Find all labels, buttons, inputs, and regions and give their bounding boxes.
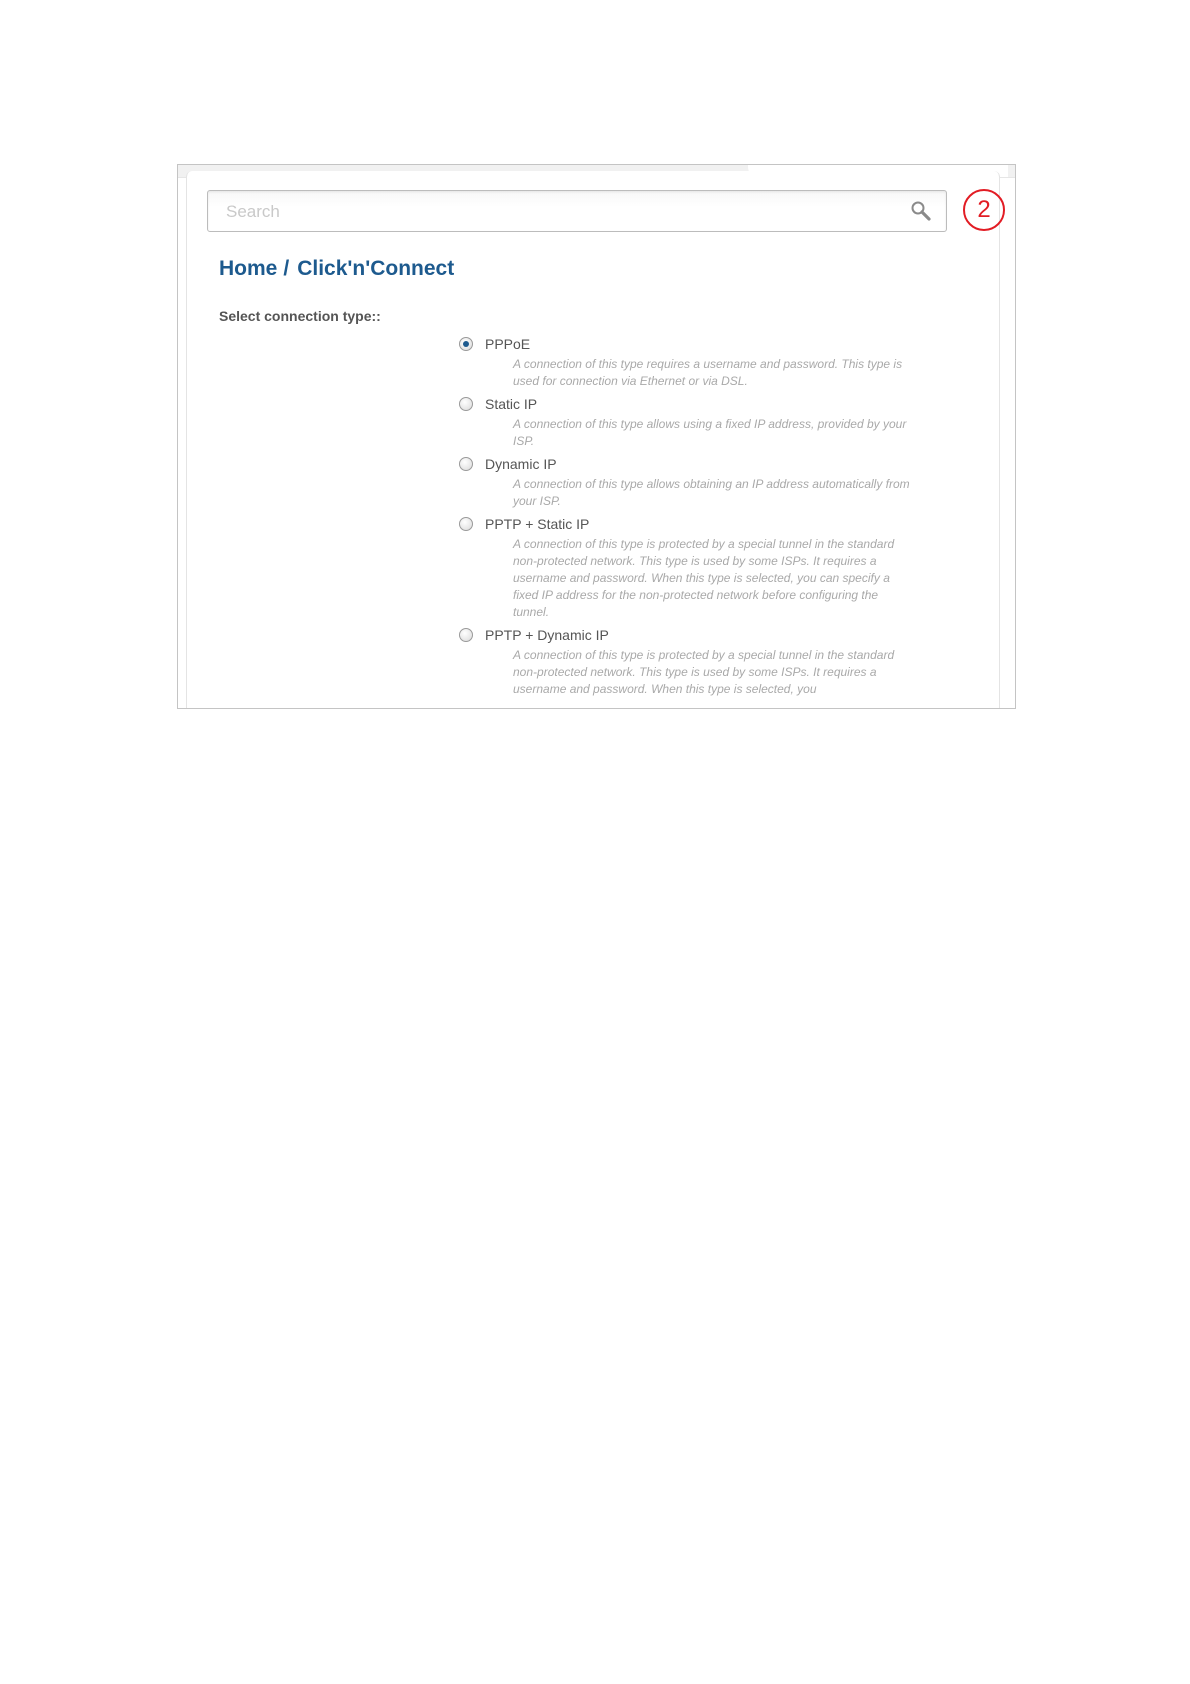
radio-dynamic-ip[interactable]	[459, 457, 473, 471]
option-pptp-static-ip-row[interactable]	[459, 513, 919, 535]
option-pptp-static-ip	[459, 513, 919, 624]
option-dynamic-ip	[459, 453, 919, 513]
radio-static-ip[interactable]	[459, 397, 473, 411]
option-pptp-static-ip-description: A connection of this type is protected by a special tunnel in the standard non-protected network. This type is used by some ISPs. It requires a username and password. When this type is selected, you can specify a fixed IP address for the non-protected network before configuring the tunnel.	[513, 537, 895, 619]
breadcrumb	[219, 257, 454, 281]
screenshot-frame	[177, 164, 1016, 709]
option-static-ip-description: A connection of this type allows using a fixed IP address, provided by your ISP.	[513, 417, 907, 448]
option-dynamic-ip-description: A connection of this type allows obtaining an IP address automatically from your ISP.	[513, 477, 910, 508]
option-pppoe-label[interactable]: PPPoE	[485, 336, 531, 352]
option-static-ip	[459, 393, 919, 453]
option-pppoe	[459, 333, 919, 393]
breadcrumb-home[interactable]: Home	[219, 257, 278, 280]
option-static-ip-row[interactable]	[459, 393, 919, 415]
option-pptp-dynamic-ip	[459, 624, 919, 701]
radio-pptp-dynamic-ip[interactable]	[459, 628, 473, 642]
option-pppoe-row[interactable]	[459, 333, 919, 355]
search-icon[interactable]	[910, 200, 932, 222]
breadcrumb-current: Click'n'Connect	[297, 257, 455, 280]
search-input[interactable]	[224, 200, 888, 224]
option-pptp-dynamic-ip-label[interactable]: PPTP + Dynamic IP	[485, 627, 609, 643]
callout-number-marker	[962, 188, 1006, 232]
option-dynamic-ip-label[interactable]: Dynamic IP	[485, 456, 557, 472]
callout-number: 2	[977, 196, 991, 223]
option-pppoe-description: A connection of this type requires a username and password. This type is used for connection via Ethernet or via DSL.	[513, 357, 903, 388]
search-box[interactable]	[207, 190, 947, 232]
option-pptp-dynamic-ip-row[interactable]	[459, 624, 919, 646]
connection-type-label: Select connection type::	[219, 308, 381, 324]
breadcrumb-separator: /	[283, 257, 290, 280]
option-dynamic-ip-row[interactable]	[459, 453, 919, 475]
option-pptp-static-ip-label[interactable]: PPTP + Static IP	[485, 516, 590, 532]
connection-type-options	[459, 333, 919, 701]
radio-pptp-static-ip[interactable]	[459, 517, 473, 531]
radio-pppoe[interactable]	[459, 337, 473, 351]
option-pptp-dynamic-ip-description: A connection of this type is protected by a special tunnel in the standard non-protected network. This type is used by some ISPs. It requires a username and password. When this type is selected, you	[513, 648, 895, 696]
option-static-ip-label[interactable]: Static IP	[485, 396, 538, 412]
content-panel	[186, 171, 1000, 709]
